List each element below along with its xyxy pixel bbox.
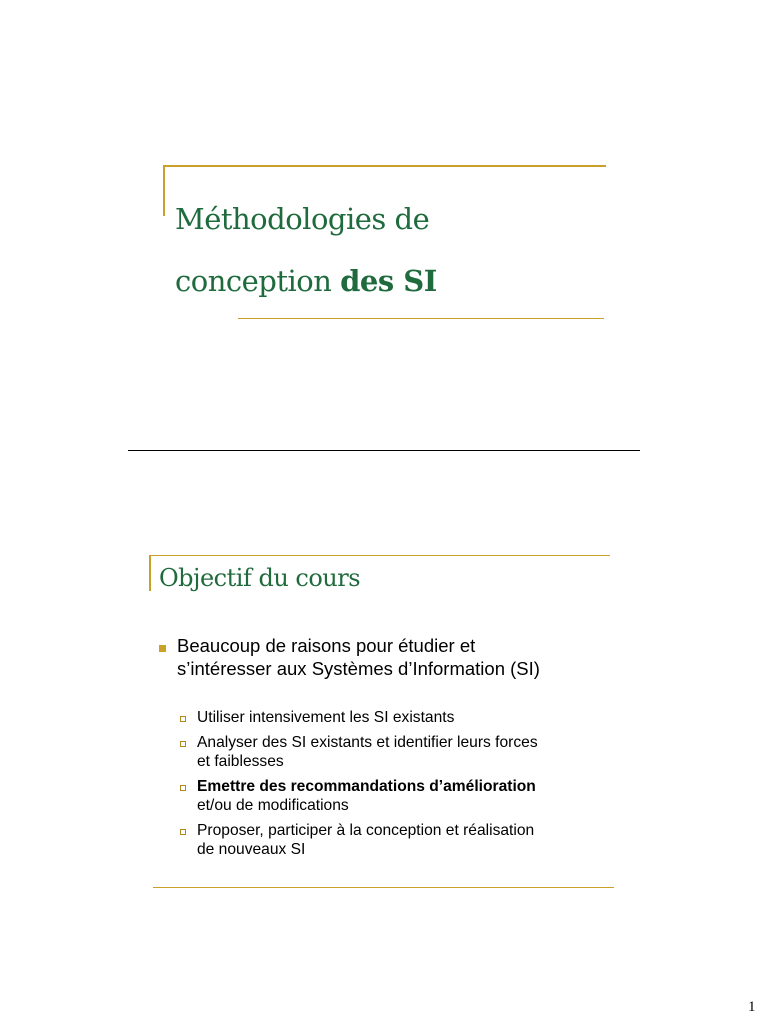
slide1-title-line1: Méthodologies de xyxy=(175,202,430,236)
page-number: 1 xyxy=(748,999,756,1015)
filled-square-bullet-icon xyxy=(159,645,166,652)
slide1-title-line2-bold: des SI xyxy=(340,264,437,298)
sub-bullet-line1: Analyser des SI existants et identifier leurs forces xyxy=(197,734,538,751)
slide2-title: Objectif du cours xyxy=(159,564,361,592)
main-bullet-text xyxy=(177,634,617,680)
list-item xyxy=(180,708,620,727)
sub-bullet-line2: et/ou de modifications xyxy=(197,797,349,814)
sub-bullet-line1-bold: Emettre des recommandations d’amélioration xyxy=(197,778,536,795)
sub-bullet-line1: Utiliser intensivement les SI existants xyxy=(197,709,455,726)
slide-separator xyxy=(128,450,640,451)
main-bullet-line2: s’intéresser aux Systèmes d’Information (SI) xyxy=(177,658,540,679)
hollow-square-bullet-icon xyxy=(180,716,186,722)
sub-bullet-line1: Proposer, participer à la conception et réalisation xyxy=(197,822,535,839)
slide1-title-line2-regular: conception xyxy=(175,264,341,298)
sub-bullet-line2: de nouveaux SI xyxy=(197,841,306,858)
hollow-square-bullet-icon xyxy=(180,829,186,835)
list-item xyxy=(180,777,620,815)
slide1-title xyxy=(175,188,437,312)
sub-bullet-list xyxy=(180,708,620,865)
hollow-square-bullet-icon xyxy=(180,741,186,747)
slide2-left-rule xyxy=(149,555,151,591)
main-bullet-line1: Beaucoup de raisons pour étudier et xyxy=(177,635,476,656)
slide1-left-rule xyxy=(163,165,165,216)
slide1-bottom-rule xyxy=(238,318,604,319)
hollow-square-bullet-icon xyxy=(180,785,186,791)
list-item xyxy=(180,821,620,859)
sub-bullet-line2: et faiblesses xyxy=(197,753,284,770)
slide2-bottom-rule xyxy=(153,887,614,888)
list-item xyxy=(180,733,620,771)
slide2-top-rule xyxy=(149,555,610,556)
slide1-top-rule xyxy=(163,165,606,167)
